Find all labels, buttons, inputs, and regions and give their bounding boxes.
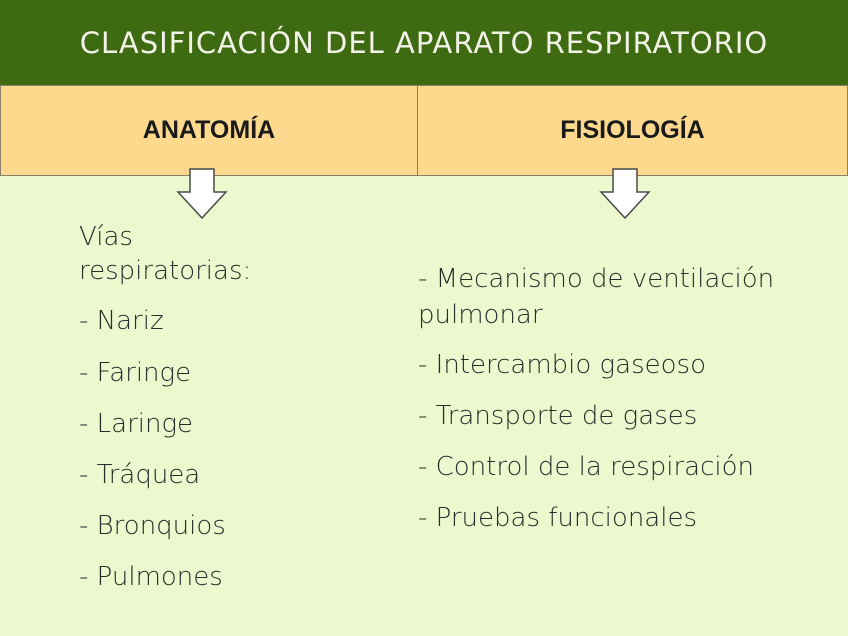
page-title: CLASIFICACIÓN DEL APARATO RESPIRATORIO — [79, 25, 769, 60]
list-item: - Tráquea — [79, 460, 201, 490]
list-item: - Faringe — [79, 358, 192, 388]
list-item: - Transporte de gases — [418, 401, 698, 431]
header-fisiologia-label: FISIOLOGÍA — [560, 116, 705, 144]
list-item: - Control de la respiración — [418, 452, 754, 482]
list-item: - Pulmones — [79, 562, 223, 592]
anatomia-column — [79, 0, 409, 636]
list-item: - Laringe — [79, 409, 194, 439]
list-item: - Mecanismo de ventilación — [418, 264, 775, 294]
list-item: - Pruebas funcionales — [418, 503, 697, 533]
list-item: - Nariz — [79, 306, 164, 336]
list-item-continuation: pulmonar — [418, 300, 543, 330]
fisiologia-column — [418, 0, 838, 636]
header-anatomia-label: ANATOMÍA — [142, 116, 276, 144]
vias-label-line2: respiratorias: — [79, 256, 252, 286]
list-item: - Bronquios — [79, 511, 226, 541]
list-item: - Intercambio gaseoso — [418, 350, 706, 380]
vias-label-line1: Vías — [79, 222, 133, 252]
